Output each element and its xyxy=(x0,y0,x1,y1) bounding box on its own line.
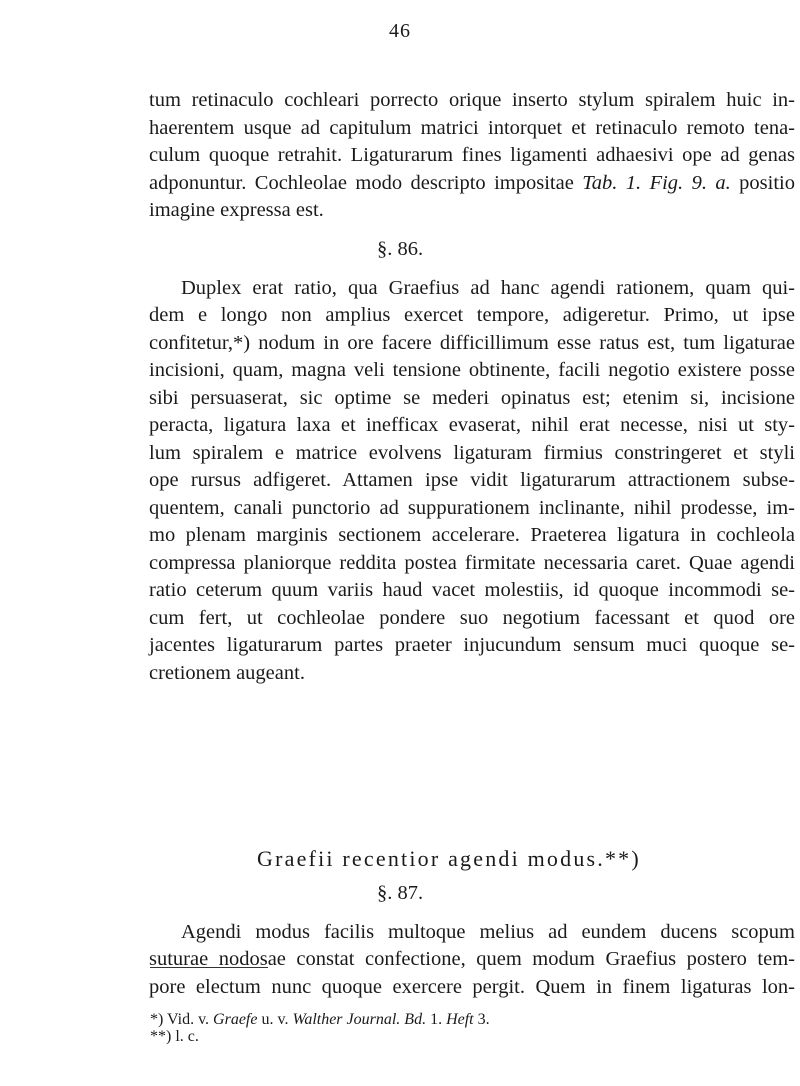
figure-reference: Tab. 1. Fig. 9. a. xyxy=(582,172,731,194)
text-line: quentem, canali punctorio ad suppurationem inclinante, nihil prodesse, im- xyxy=(149,497,795,519)
text-line: tum retinaculo cochleari porrecto orique inserto stylum spiralem huic in- xyxy=(149,89,795,111)
footnote-heft: Heft xyxy=(446,1011,474,1028)
footnote-number: 3. xyxy=(473,1011,490,1028)
section-heading: Graefii recentior agendi modus.**) xyxy=(257,846,641,871)
text-line: Duplex erat ratio, qua Graefius ad hanc agendi rationem, quam qui- xyxy=(181,277,795,299)
footnote-journal: Journal. Bd. xyxy=(342,1011,427,1028)
text-line: lum spiralem e matrice evolvens ligaturam firmius constringeret et styli xyxy=(149,442,795,464)
text-line: imagine expressa est. xyxy=(149,199,324,221)
footnote-volume: 1. xyxy=(426,1011,447,1028)
text-line: dem e longo non amplius exercet tempore, adigeretur. Primo, ut ipse xyxy=(149,304,795,326)
text-line: suturae nodosae constat confectione, quem modum Graefius postero tem- xyxy=(149,948,795,970)
footnote-author: Graefe xyxy=(213,1011,258,1028)
section-number: §. 86. xyxy=(376,238,424,260)
text-line: peracta, ligatura laxa et inefficax evaserat, nihil erat necesse, nisi ut sty- xyxy=(149,414,795,436)
text-line: haerentem usque ad capitulum matrici intorquet et retinaculo remoto tena- xyxy=(149,117,795,139)
text-line: incisioni, quam, magna veli tensione obtinente, facili negotio existere posse xyxy=(149,359,795,381)
text-line: confitetur,*) nodum in ore facere difficillimum esse ratus est, tum ligaturae xyxy=(149,332,795,354)
footnote-text: u. v. xyxy=(257,1011,293,1028)
text-line: cretionem augeant. xyxy=(149,662,305,684)
text-line: ratio ceterum quum variis haud vacet molestiis, id quoque incommodi se- xyxy=(149,579,795,601)
text-line xyxy=(149,170,795,197)
text-line: sibi persuaserat, sic optime se mederi opinatus est; etenim si, incisione xyxy=(149,387,795,409)
text-line: pore electum nunc quoque exercere pergit. Quem in finem ligaturas lon- xyxy=(149,976,795,998)
text-line: mo plenam marginis sectionem accelerare. Praeterea ligatura in cochleola xyxy=(149,524,795,546)
footnote-marker: *) Vid. v. xyxy=(150,1011,214,1028)
footnote: **) l. c. xyxy=(150,1028,199,1045)
text-segment: positio xyxy=(730,172,795,194)
text-line: culum quoque retrahit. Ligaturarum fines ligamenti adhaesivi ope ad genas xyxy=(149,144,795,166)
text-line: jacentes ligaturarum partes praeter injucundum sensum muci quoque se- xyxy=(149,634,795,656)
text-segment: adponuntur. Cochleolae modo descripto impositae xyxy=(149,172,583,194)
text-line: cum fert, ut cochleolae pondere suo negotium facessant et quod ore xyxy=(149,607,795,629)
footnote-rule xyxy=(150,967,268,968)
text-line: ope rursus adfigeret. Attamen ipse vidit ligaturarum attractionem subse- xyxy=(149,469,795,491)
page-number: 46 xyxy=(389,20,411,42)
section-number: §. 87. xyxy=(376,882,424,904)
footnote-author: Walther xyxy=(292,1011,343,1028)
footnote xyxy=(150,1011,490,1029)
text-line: compressa planiorque reddita postea firmitate necessaria caret. Quae agendi xyxy=(149,552,795,574)
text-line: Agendi modus facilis multoque melius ad eundem ducens scopum xyxy=(181,921,795,943)
